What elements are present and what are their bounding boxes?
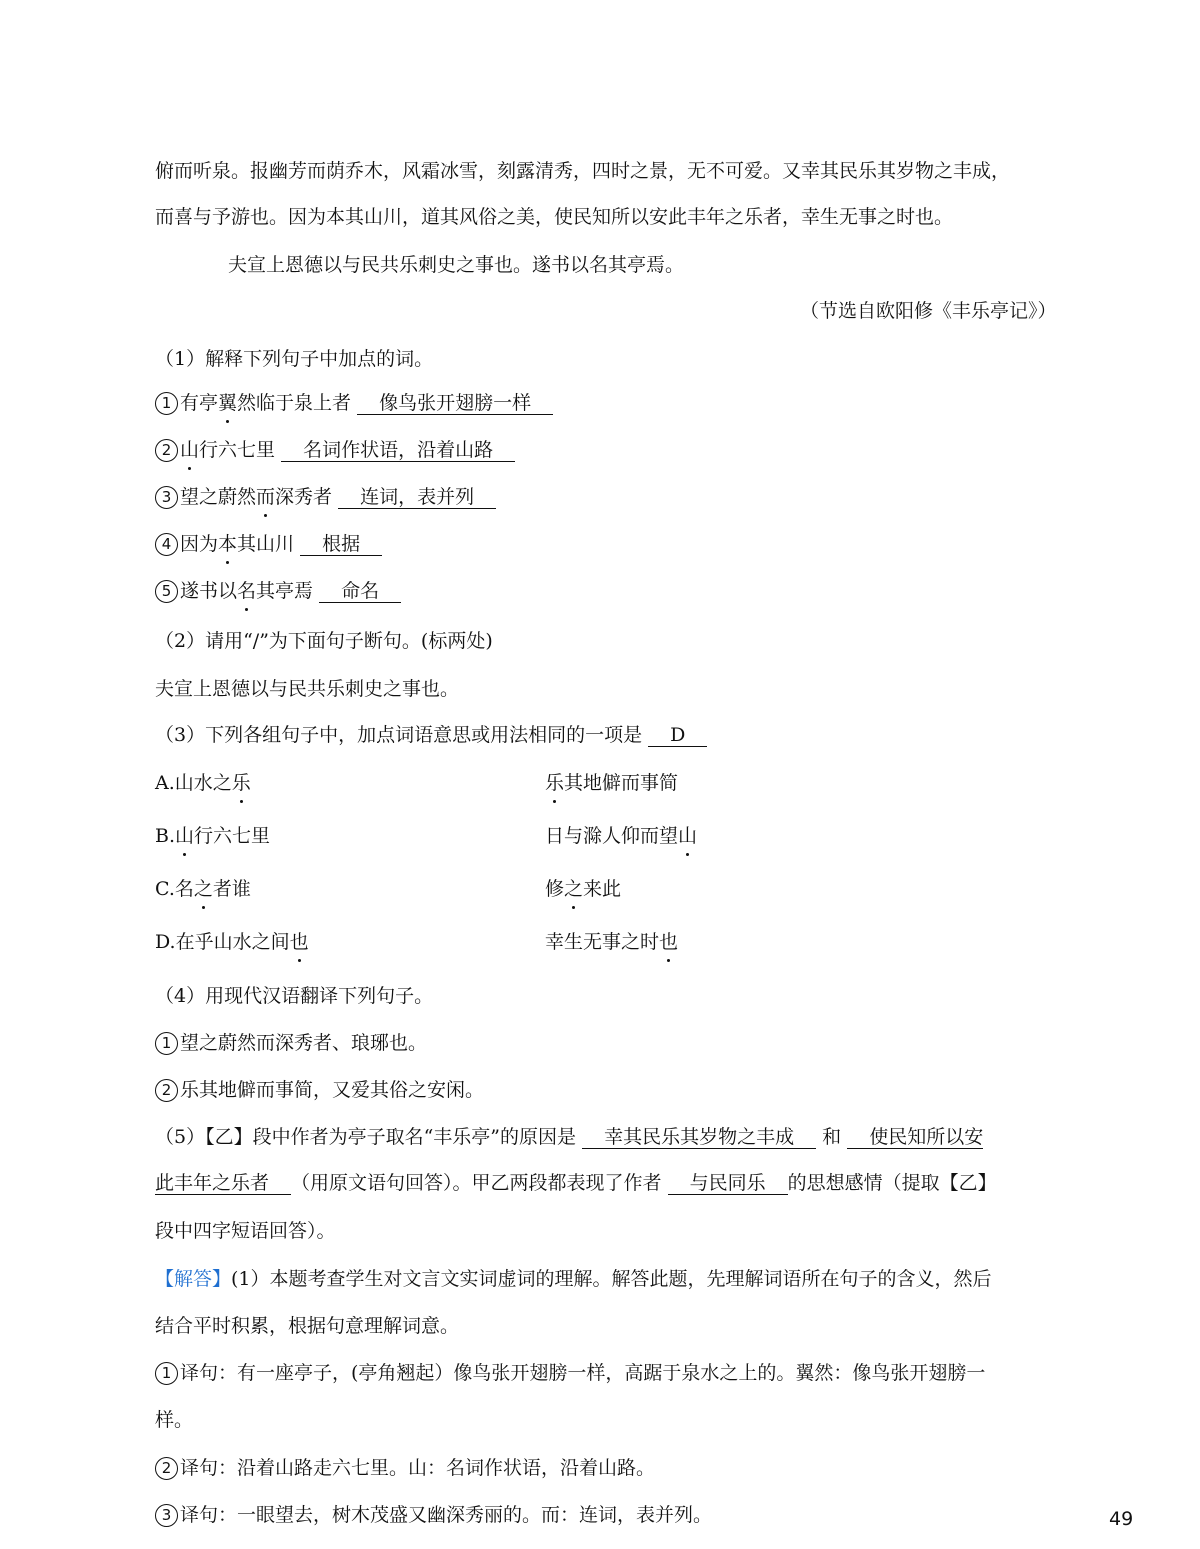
dotted-word: 山 (678, 825, 698, 847)
passage-line-3: 夫宣上恩德以与民共乐刺史之事也。遂书以名其亭焉。 (228, 254, 685, 276)
analysis-item-1-cont: 样。 (155, 1409, 194, 1431)
analysis-text: 译句：一眼望去，树木茂盛又幽深秀丽的。而：连词，表并列。 (180, 1504, 713, 1526)
q2-sentence: 夫宣上恩德以与民共乐刺史之事也。 (155, 678, 460, 700)
dotted-word: 之 (193, 878, 213, 900)
item-text: 有亭 (180, 392, 219, 414)
q5-text: （5）【乙】段中作者为亭子取名“丰乐亭”的原因是 (155, 1126, 577, 1148)
answer-blank: 像鸟张开翅膀一样 (357, 392, 553, 415)
option-text: 日与滁人仰而望 (545, 825, 679, 847)
analysis-item-2 (155, 1455, 655, 1481)
q3-option-a (155, 770, 679, 796)
dotted-word: 本 (218, 533, 238, 555)
q1-item-3 (155, 484, 496, 510)
q2-stem: （2）请用“/”为下面句子断句。(标两处) (155, 630, 493, 652)
answer-blank: 命名 (319, 580, 401, 603)
dotted-word: 也 (289, 931, 309, 953)
option-text: 其地僻而事简 (564, 772, 679, 794)
q5-text: 和 (822, 1126, 842, 1148)
option-text: 者谁 (212, 878, 251, 900)
option-text: 修 (545, 878, 565, 900)
q3-option-c (155, 876, 622, 902)
analysis-item-1 (155, 1360, 985, 1386)
answer-blank: 连词，表并列 (338, 486, 496, 509)
q5-text: （用原文语句回答）。甲乙两段都表现了作者 (291, 1172, 662, 1194)
answer-blank: 使民知所以安 (847, 1126, 983, 1149)
answer-tag: 【解答】 (155, 1268, 232, 1290)
q5-text: 的思想感情（提取【乙】 (787, 1172, 997, 1194)
circled-number: 3 (155, 486, 178, 509)
circled-number: 2 (155, 439, 178, 462)
passage-line-2: 而喜与予游也。因为本其山川，道其风俗之美，使民知所以安此丰年之乐者，幸生无事之时也。 (155, 206, 954, 228)
item-text: 其山川 (237, 533, 295, 555)
dotted-word: 而 (256, 486, 276, 508)
circled-number: 4 (155, 533, 178, 556)
circled-number: 1 (155, 392, 178, 415)
answer-blank: 此丰年之乐者 (155, 1172, 291, 1195)
option-text: C.名 (155, 878, 194, 900)
q3-stem (155, 722, 707, 748)
q1-item-2 (155, 437, 515, 463)
dotted-word: 乐 (545, 772, 565, 794)
dotted-word: 山 (175, 825, 195, 847)
item-text: 遂书以 (180, 580, 238, 602)
q4-stem: （4）用现代汉语翻译下列句子。 (155, 985, 434, 1007)
q5-line-1 (155, 1124, 983, 1150)
page-number: 49 (1109, 1508, 1134, 1530)
circled-number: 1 (155, 1362, 178, 1385)
q1-item-1 (155, 390, 553, 416)
answer-blank: D (648, 724, 707, 747)
item-text: 行六七里 (199, 439, 276, 461)
circled-number: 3 (155, 1504, 178, 1527)
q1-item-5 (155, 578, 401, 604)
q4-item-2 (155, 1077, 484, 1103)
answer-blank: 名词作状语，沿着山路 (281, 439, 515, 462)
q3-option-b (155, 823, 698, 849)
item-text: 然临于泉上者 (237, 392, 352, 414)
item-text: 望之蔚然而深秀者、琅琊也。 (180, 1032, 428, 1054)
item-text: 乐其地僻而事简，又爱其俗之安闲。 (180, 1079, 485, 1101)
analysis-line-2: 结合平时积累，根据句意理解词意。 (155, 1315, 460, 1337)
dotted-word: 山 (180, 439, 200, 461)
dotted-word: 乐 (231, 772, 251, 794)
circled-number: 5 (155, 580, 178, 603)
q5-line-2 (155, 1170, 997, 1196)
q1-item-4 (155, 531, 382, 557)
q4-item-1 (155, 1030, 427, 1056)
passage-line-1: 俯而听泉。报幽芳而荫乔木，风霜冰雪，刻露清秀，四时之景，无不可爱。又幸其民乐其岁物之丰成， (155, 160, 1011, 182)
analysis-text: (1）本题考查学生对文言文实词虚词的理解。解答此题，先理解词语所在句子的含义，然后 (231, 1268, 992, 1290)
answer-blank: 与民同乐 (668, 1172, 788, 1195)
analysis-text: 译句：沿着山路走六七里。山：名词作状语，沿着山路。 (180, 1457, 656, 1479)
option-text: B. (155, 825, 176, 847)
q1-stem: （1）解释下列句子中加点的词。 (155, 348, 434, 370)
answer-blank: 幸其民乐其岁物之丰成 (582, 1126, 816, 1149)
passage-source: （节选自欧阳修《丰乐亭记》） (800, 300, 1057, 322)
circled-number: 1 (155, 1032, 178, 1055)
dotted-word: 之 (564, 878, 584, 900)
dotted-word: 也 (659, 931, 679, 953)
analysis-line-1 (155, 1266, 992, 1292)
dotted-word: 名 (237, 580, 257, 602)
q3-stem-text: （3）下列各组句子中，加点词语意思或用法相同的一项是 (155, 724, 643, 746)
circled-number: 2 (155, 1457, 178, 1480)
circled-number: 2 (155, 1079, 178, 1102)
analysis-item-3 (155, 1502, 712, 1528)
q3-option-d (155, 929, 679, 955)
item-text: 因为 (180, 533, 219, 555)
option-text: D.在乎山水之间 (155, 931, 290, 953)
item-text: 深秀者 (275, 486, 333, 508)
q5-line-3: 段中四字短语回答）。 (155, 1220, 336, 1242)
option-text: A.山水之 (155, 772, 232, 794)
option-text: 来此 (583, 878, 622, 900)
item-text: 其亭焉 (256, 580, 314, 602)
dotted-word: 翼 (218, 392, 238, 414)
option-text: 幸生无事之时 (545, 931, 660, 953)
analysis-text: 译句：有一座亭子，(亭角翘起）像鸟张开翅膀一样，高踞于泉水之上的。翼然：像鸟张开翅膀一 (180, 1362, 986, 1384)
answer-blank: 根据 (300, 533, 382, 556)
option-text: 行六七里 (194, 825, 271, 847)
item-text: 望之蔚然 (180, 486, 257, 508)
